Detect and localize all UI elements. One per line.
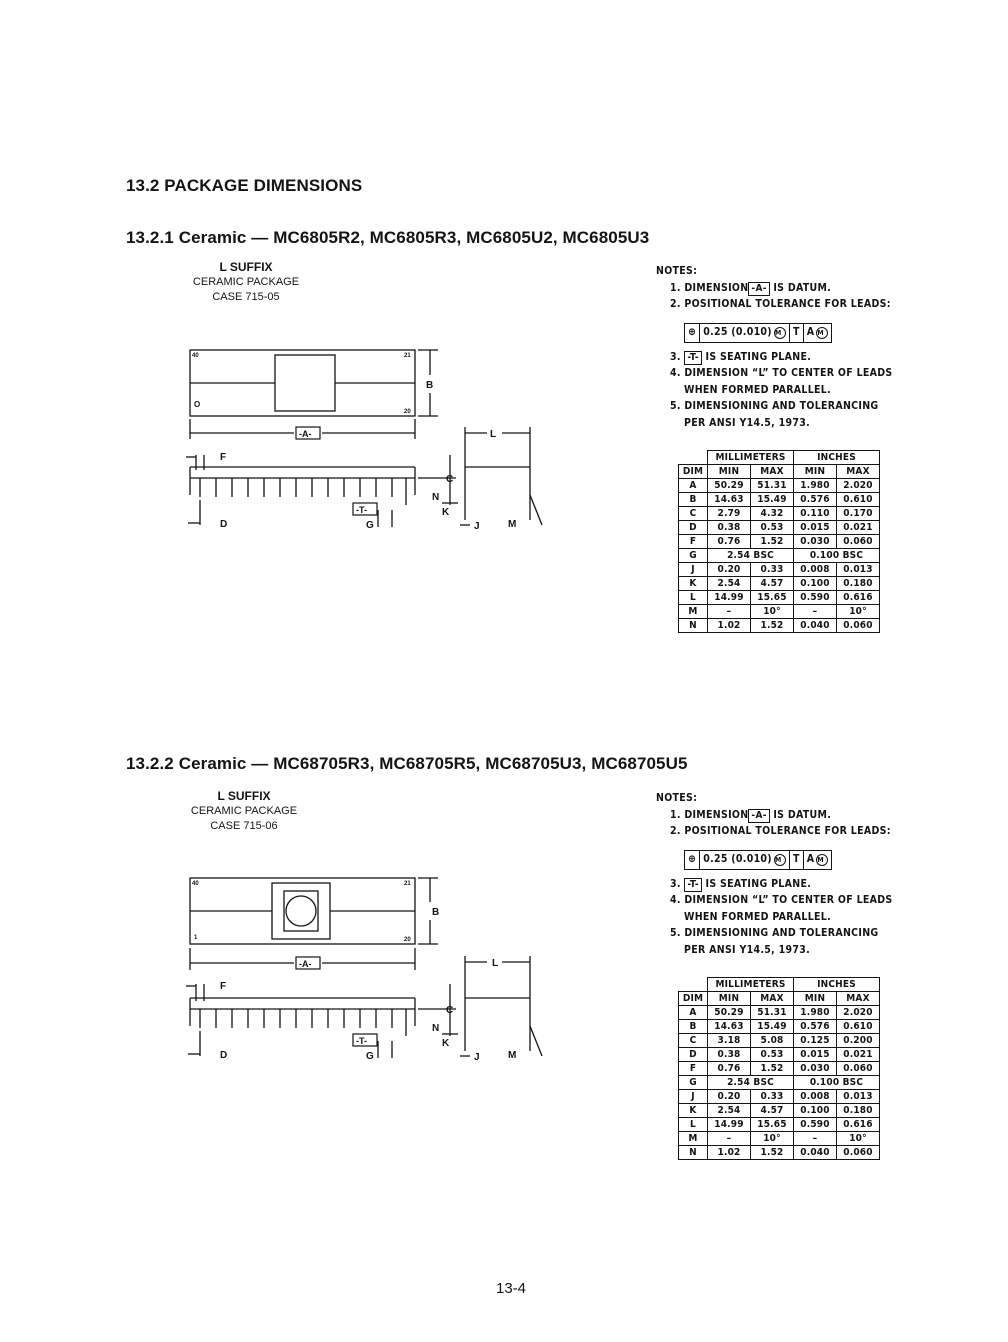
datum-t-label: -T-: [356, 505, 367, 515]
table-row: C 2.79 4.32 0.110 0.170: [679, 507, 880, 521]
note-4-line-2: WHEN FORMED PARALLEL.: [684, 383, 831, 396]
datum-box: -A-: [748, 809, 769, 823]
note-2: 2. POSITIONAL TOLERANCE FOR LEADS:: [670, 825, 891, 837]
table-row: K 2.54 4.57 0.100 0.180: [679, 577, 880, 591]
seating-plane-box: -T-: [684, 878, 702, 892]
tolerance-value: 0.25 (0.010) M: [700, 851, 790, 869]
note-5-line-2: PER ANSI Y14.5, 1973.: [684, 416, 810, 429]
pin-21-label: 21: [404, 353, 411, 359]
table-row: L 14.99 15.65 0.590 0.616: [679, 1118, 880, 1132]
table-row: C 3.18 5.08 0.125 0.200: [679, 1034, 880, 1048]
dim-j-label: J: [474, 521, 480, 532]
section-2-package-label: [164, 789, 324, 834]
note-5-line-1: 5. DIMENSIONING AND TOLERANCING: [670, 927, 879, 939]
pin-20-label: 20: [404, 409, 411, 415]
inches-header: INCHES: [794, 451, 880, 465]
table-row: B 14.63 15.49 0.576 0.610: [679, 493, 880, 507]
table-row: D 0.38 0.53 0.015 0.021: [679, 1048, 880, 1062]
section-2-title: 13.2.2 Ceramic — MC68705R3, MC68705R5, MC68705U3, MC68705U5: [126, 754, 688, 773]
table-row: N 1.02 1.52 0.040 0.060: [679, 619, 880, 633]
datum-t-label: -T-: [356, 1036, 367, 1046]
case-number: CASE 715-05: [212, 291, 280, 303]
section-1-package-label: [166, 260, 326, 305]
note-2: 2. POSITIONAL TOLERANCE FOR LEADS:: [670, 298, 891, 310]
tolerance-value: 0.25 (0.010) M: [700, 324, 790, 342]
pin-40-label: 40: [192, 881, 199, 887]
table-row: A 50.29 51.31 1.980 2.020: [679, 1006, 880, 1020]
table-row: G 2.54 BSC 0.100 BSC: [679, 549, 880, 563]
note-5-line-2: PER ANSI Y14.5, 1973.: [684, 943, 810, 956]
feature-control-frame: [656, 323, 893, 343]
note-1: 1. DIMENSION -A- IS DATUM.: [670, 281, 832, 294]
mm-min-header: MIN: [708, 465, 751, 479]
section-1-package-drawing: [180, 335, 560, 535]
dim-l-label: L: [490, 429, 497, 440]
table-row: B 14.63 15.49 0.576 0.610: [679, 1020, 880, 1034]
datum-a-ref: A M: [804, 851, 832, 869]
datum-a-ref: A M: [804, 324, 832, 342]
datum-t-ref: T: [790, 851, 804, 869]
datum-t-ref: T: [790, 324, 804, 342]
table-row: F 0.76 1.52 0.030 0.060: [679, 1062, 880, 1076]
dim-d-label: D: [220, 519, 228, 530]
table-row: N 1.02 1.52 0.040 0.060: [679, 1146, 880, 1160]
section-1-title: 13.2.1 Ceramic — MC6805R2, MC6805R3, MC6805U2, MC6805U3: [126, 228, 650, 247]
section-2-dimensions-table: [678, 977, 880, 1160]
suffix-label: L SUFFIX: [217, 789, 271, 803]
note-3: 3. -T- IS SEATING PLANE.: [670, 350, 812, 363]
table-row: M – 10° – 10°: [679, 605, 880, 619]
datum-a-label: -A-: [299, 959, 312, 969]
note-1: 1. DIMENSION -A- IS DATUM.: [670, 808, 832, 821]
dim-b-label: B: [426, 380, 434, 391]
note-4-line-1: 4. DIMENSION “L” TO CENTER OF LEADS: [670, 894, 893, 906]
position-symbol: ⊕: [685, 851, 700, 869]
seating-plane-box: -T-: [684, 351, 702, 365]
table-row: L 14.99 15.65 0.590 0.616: [679, 591, 880, 605]
note-5-line-1: 5. DIMENSIONING AND TOLERANCING: [670, 400, 879, 412]
mm-max-header: MAX: [751, 992, 794, 1006]
table-row: G 2.54 BSC 0.100 BSC: [679, 1076, 880, 1090]
dim-c-label: C: [446, 474, 454, 485]
page-number: 13-4: [496, 1280, 527, 1297]
table-row: D 0.38 0.53 0.015 0.021: [679, 521, 880, 535]
mm-max-header: MAX: [751, 465, 794, 479]
package-type: CERAMIC PACKAGE: [190, 805, 298, 817]
pin-1-label: O: [194, 400, 201, 409]
table-row: F 0.76 1.52 0.030 0.060: [679, 535, 880, 549]
dim-header: DIM: [679, 465, 708, 479]
position-symbol: ⊕: [685, 324, 700, 342]
table-row: J 0.20 0.33 0.008 0.013: [679, 1090, 880, 1104]
dim-l-label: L: [492, 958, 499, 969]
mm-min-header: MIN: [708, 992, 751, 1006]
section-2-package-drawing: [180, 866, 560, 1066]
dim-m-label: M: [508, 519, 517, 530]
note-3: 3. -T- IS SEATING PLANE.: [670, 877, 812, 890]
datum-box: -A-: [748, 282, 769, 296]
section-2-notes: [656, 790, 893, 958]
pin-1-label: 1: [194, 935, 198, 941]
pin-20-label: 20: [404, 937, 411, 943]
dim-g-label: G: [366, 1051, 374, 1062]
notes-header: NOTES:: [656, 265, 698, 277]
dim-k-label: K: [442, 507, 450, 518]
table-row: J 0.20 0.33 0.008 0.013: [679, 563, 880, 577]
datum-a-label: -A-: [299, 429, 312, 439]
dim-b-label: B: [432, 907, 440, 918]
page-heading: 13.2 PACKAGE DIMENSIONS: [126, 176, 363, 195]
dim-n-label: N: [432, 492, 440, 503]
mm-header: MILLIMETERS: [708, 451, 794, 465]
dim-m-label: M: [508, 1050, 517, 1061]
table-row: M – 10° – 10°: [679, 1132, 880, 1146]
dim-j-label: J: [474, 1052, 480, 1063]
dim-g-label: G: [366, 520, 374, 531]
suffix-label: L SUFFIX: [219, 260, 273, 274]
table-row: K 2.54 4.57 0.100 0.180: [679, 1104, 880, 1118]
dim-n-label: N: [432, 1023, 440, 1034]
dim-d-label: D: [220, 1050, 228, 1061]
dim-k-label: K: [442, 1038, 450, 1049]
inches-header: INCHES: [794, 978, 880, 992]
section-1-dimensions-table: [678, 450, 880, 633]
note-4-line-1: 4. DIMENSION “L” TO CENTER OF LEADS: [670, 367, 893, 379]
in-min-header: MIN: [794, 465, 837, 479]
in-max-header: MAX: [837, 992, 880, 1006]
dim-f-label: F: [220, 981, 227, 992]
in-min-header: MIN: [794, 992, 837, 1006]
table-row: A 50.29 51.31 1.980 2.020: [679, 479, 880, 493]
case-number: CASE 715-06: [210, 820, 278, 832]
note-4-line-2: WHEN FORMED PARALLEL.: [684, 910, 831, 923]
mm-header: MILLIMETERS: [708, 978, 794, 992]
pin-40-label: 40: [192, 353, 199, 359]
feature-control-frame: [656, 850, 893, 870]
notes-header: NOTES:: [656, 792, 698, 804]
dim-c-label: C: [446, 1005, 454, 1016]
in-max-header: MAX: [837, 465, 880, 479]
dim-f-label: F: [220, 452, 227, 463]
pin-21-label: 21: [404, 881, 411, 887]
dim-header: DIM: [679, 992, 708, 1006]
section-1-notes: [656, 263, 893, 431]
package-type: CERAMIC PACKAGE: [192, 276, 300, 288]
